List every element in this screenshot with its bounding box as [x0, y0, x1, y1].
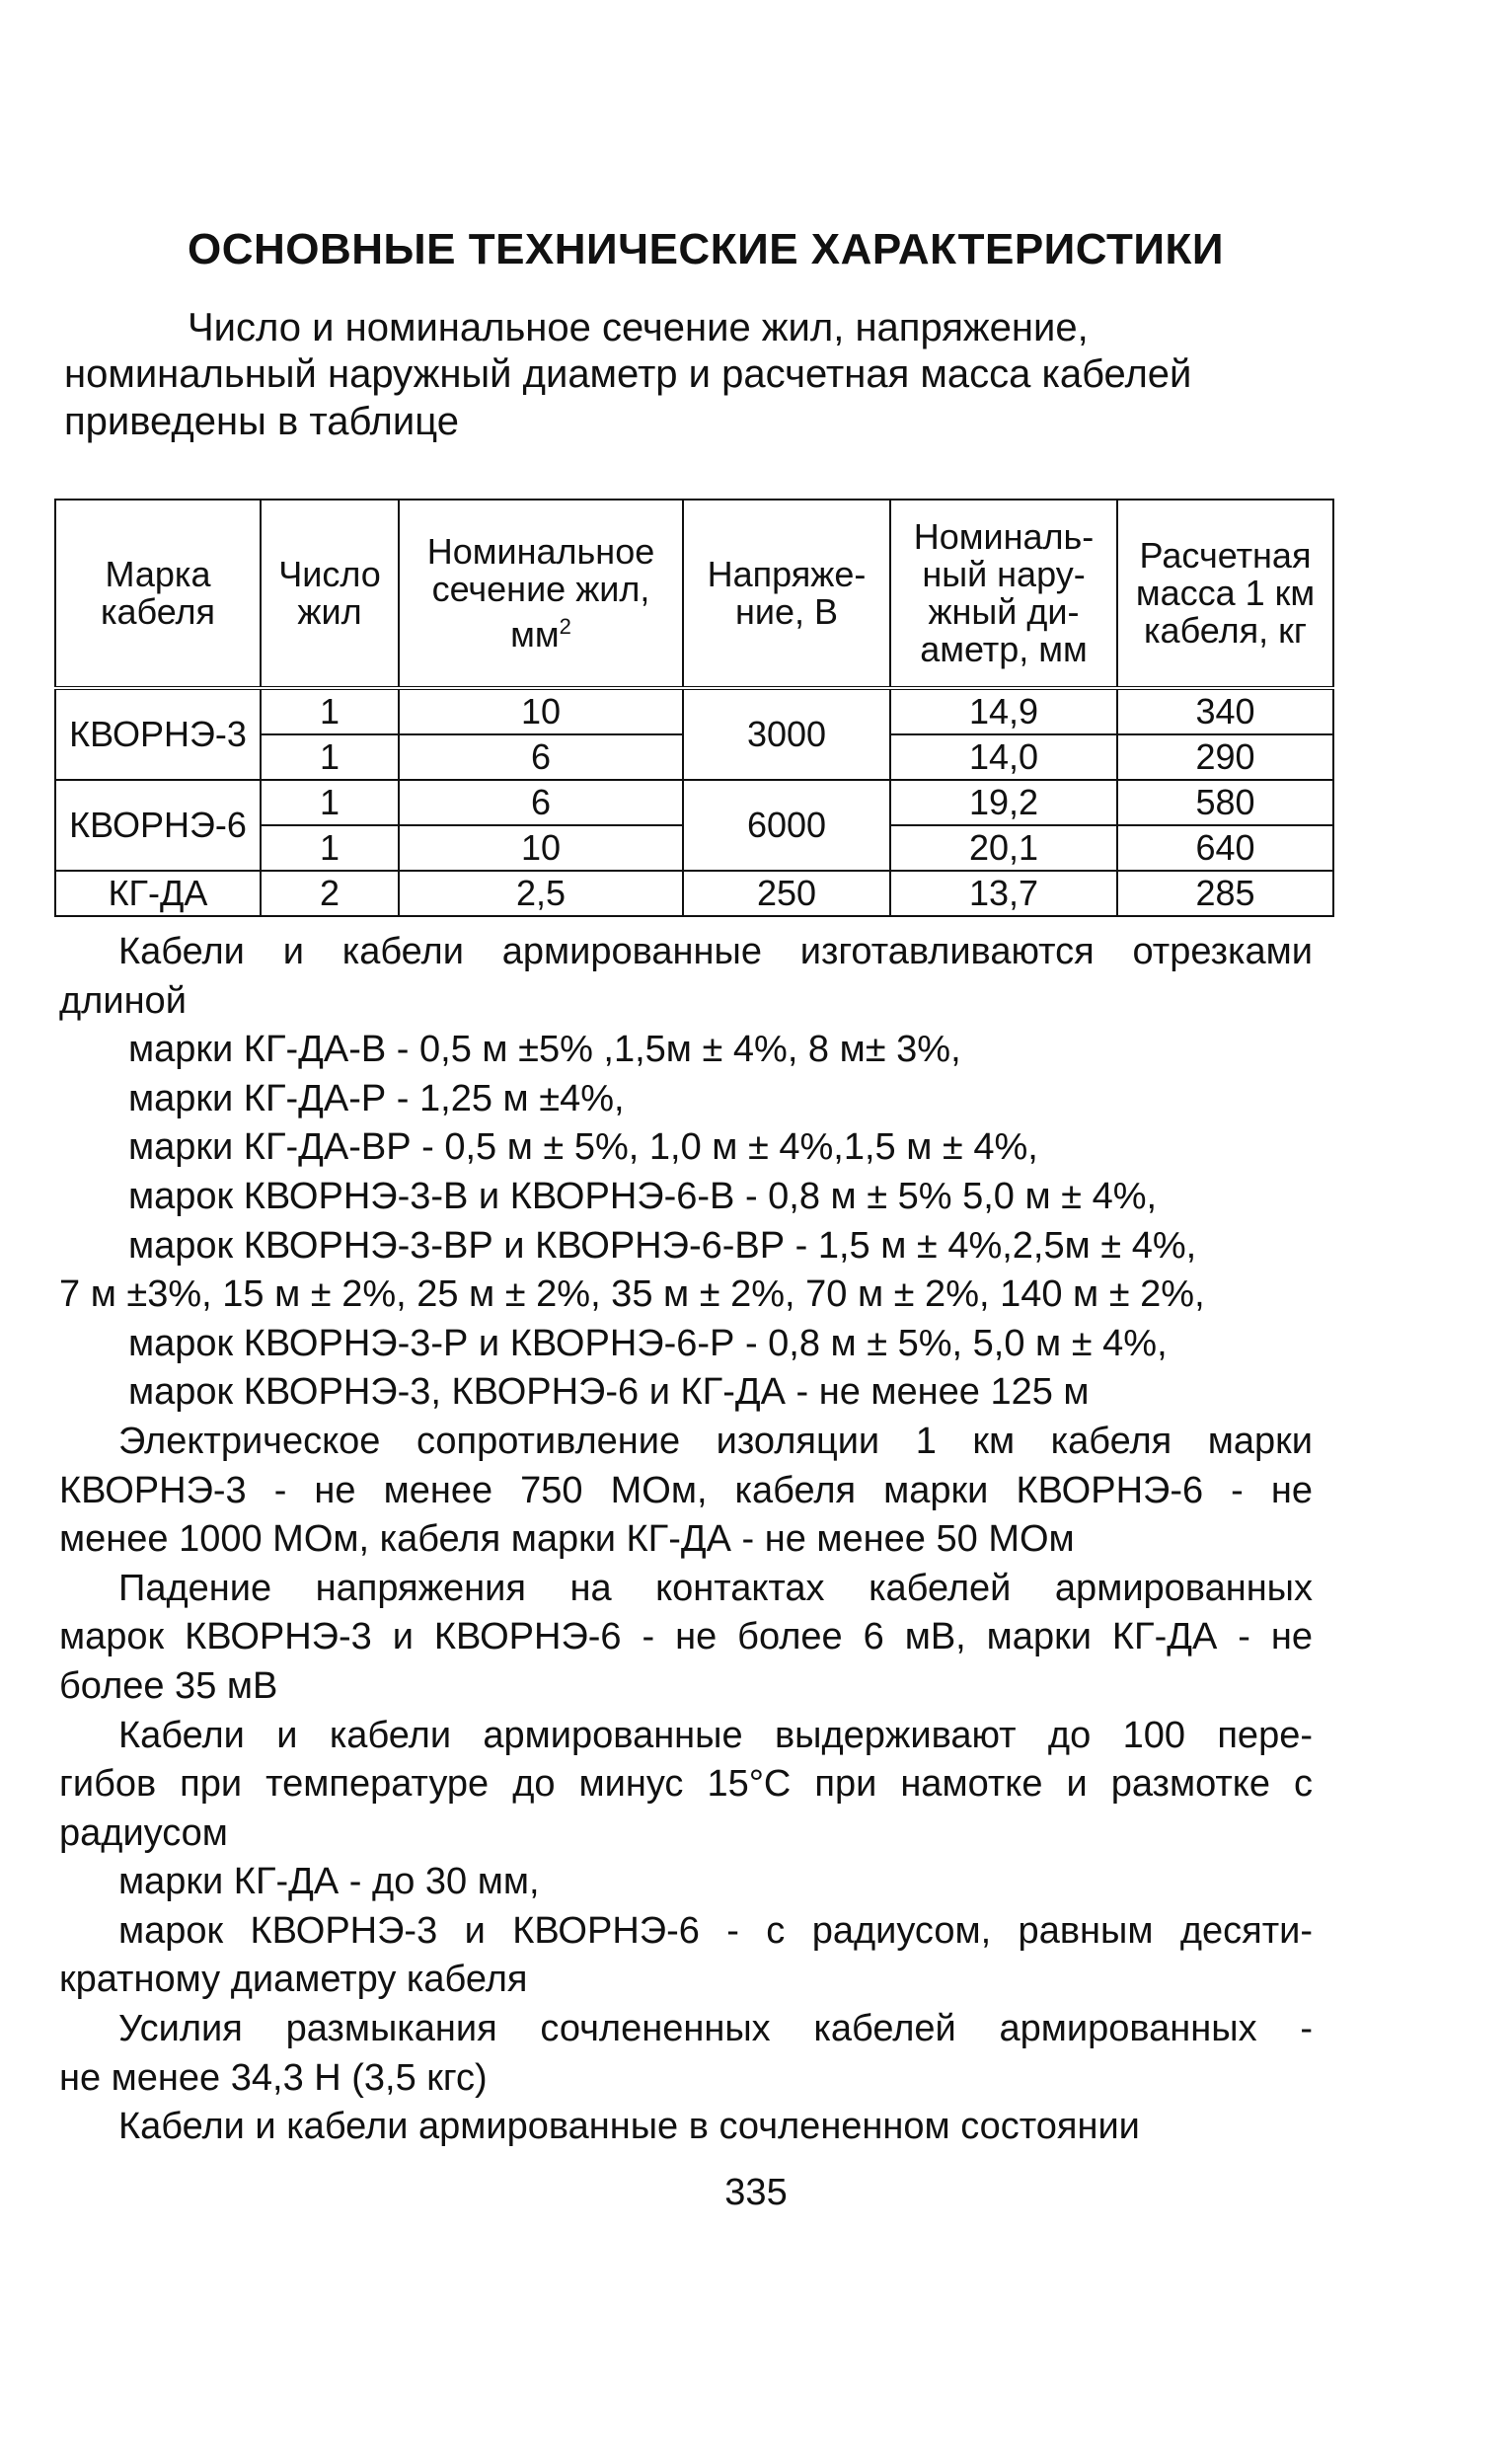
- cell-mass: 290: [1117, 734, 1333, 780]
- text-line: Падение напряжения на контактах кабелей армированных: [118, 1567, 1313, 1609]
- text-line: Усилия размыкания сочлененных кабелей армированных -: [118, 2008, 1313, 2050]
- cell-mass: 580: [1117, 780, 1333, 825]
- page-title: ОСНОВНЫЕ ТЕХНИЧЕСКИЕ ХАРАКТЕРИСТИКИ: [188, 225, 1224, 273]
- body-text: [59, 928, 1313, 2152]
- text-line: марок КВОРНЭ-3-В и КВОРНЭ-6-В - 0,8 м ± 5% 5,0 м ± 4%,: [128, 1175, 1158, 1217]
- table-row: [55, 871, 1333, 916]
- intro-line-3: приведены в таблице: [64, 400, 459, 443]
- text-line: Электрическое сопротивление изоляции 1 км кабеля марки: [118, 1420, 1313, 1462]
- header-section-label: Номинальное сечение жил, мм: [426, 531, 655, 654]
- text-line: 7 м ±3%, 15 м ± 2%, 25 м ± 2%, 35 м ± 2%, 70 м ± 2%, 140 м ± 2%,: [59, 1273, 1205, 1316]
- cell-voltage: 250: [683, 871, 890, 916]
- header-section-superscript: 2: [559, 614, 571, 639]
- header-cores: Число жил: [261, 500, 399, 688]
- cell-voltage: 6000: [683, 780, 890, 871]
- specs-table: [54, 499, 1334, 917]
- cell-cores: 1: [261, 688, 399, 734]
- text-line: Кабели и кабели армированные изготавливаются отрезками: [118, 931, 1313, 972]
- cell-cores: 1: [261, 780, 399, 825]
- cell-mass: 285: [1117, 871, 1333, 916]
- cell-cores: 1: [261, 734, 399, 780]
- table-row: [55, 780, 1333, 825]
- text-line: не менее 34,3 Н (3,5 кгс): [59, 2056, 488, 2099]
- text-line: марок КВОРНЭ-3 и КВОРНЭ-6 - с радиусом, равным десяти-: [118, 1909, 1313, 1952]
- text-line: марок КВОРНЭ-3-Р и КВОРНЭ-6-Р - 0,8 м ± 5%, 5,0 м ± 4%,: [128, 1322, 1168, 1364]
- cell-cores: 2: [261, 871, 399, 916]
- header-section: [399, 500, 683, 688]
- cell-brand: КГ-ДА: [55, 871, 261, 916]
- text-line: радиусом: [59, 1811, 228, 1854]
- cell-section: 6: [399, 780, 683, 825]
- cell-cores: 1: [261, 825, 399, 871]
- table-row: [55, 688, 1333, 734]
- text-line: марок КВОРНЭ-3-ВР и КВОРНЭ-6-ВР - 1,5 м ± 4%,2,5м ± 4%,: [128, 1224, 1197, 1267]
- cell-mass: 340: [1117, 688, 1333, 734]
- cell-section: 2,5: [399, 871, 683, 916]
- table-header-row: [55, 500, 1333, 688]
- text-line: КВОРНЭ-3 - не менее 750 МОм, кабеля марки КВОРНЭ-6 - не: [59, 1469, 1313, 1511]
- cell-brand: КВОРНЭ-3: [55, 688, 261, 780]
- text-line: гибов при температуре до минус 15°С при намотке и размотке с: [59, 1763, 1313, 1806]
- cell-diameter: 13,7: [890, 871, 1117, 916]
- cell-diameter: 14,0: [890, 734, 1117, 780]
- cell-section: 10: [399, 688, 683, 734]
- text-line: Кабели и кабели армированные в сочлененном состоянии: [118, 2106, 1140, 2148]
- cell-voltage: 3000: [683, 688, 890, 780]
- text-line: марки КГ-ДА-Р - 1,25 м ±4%,: [128, 1077, 625, 1119]
- intro-line-2: номинальный наружный диаметр и расчетная масса кабелей: [64, 352, 1192, 396]
- cell-section: 10: [399, 825, 683, 871]
- page-number: 335: [724, 2172, 788, 2213]
- header-voltage: Напряже-ние, В: [683, 500, 890, 688]
- header-brand: Марка кабеля: [55, 500, 261, 688]
- cell-diameter: 20,1: [890, 825, 1117, 871]
- text-line: длиной: [59, 979, 187, 1022]
- cell-mass: 640: [1117, 825, 1333, 871]
- header-mass: Расчетная масса 1 км кабеля, кг: [1117, 500, 1333, 688]
- text-line: кратному диаметру кабеля: [59, 1959, 528, 2001]
- text-line: менее 1000 МОм, кабеля марки КГ-ДА - не менее 50 МОм: [59, 1518, 1075, 1561]
- cell-section: 6: [399, 734, 683, 780]
- intro-line-1: Число и номинальное сечение жил, напряжение,: [188, 306, 1089, 349]
- text-line: марки КГ-ДА - до 30 мм,: [118, 1861, 540, 1903]
- cell-diameter: 19,2: [890, 780, 1117, 825]
- text-line: более 35 мВ: [59, 1664, 278, 1707]
- cell-diameter: 14,9: [890, 688, 1117, 734]
- text-line: марки КГ-ДА-ВР - 0,5 м ± 5%, 1,0 м ± 4%,1,5 м ± 4%,: [128, 1126, 1038, 1169]
- text-line: марки КГ-ДА-В - 0,5 м ±5% ,1,5м ± 4%, 8 м± 3%,: [128, 1029, 961, 1071]
- cell-brand: КВОРНЭ-6: [55, 780, 261, 871]
- header-diameter: Номиналь-ный нару-жный ди-аметр, мм: [890, 500, 1117, 688]
- text-line: марок КВОРНЭ-3, КВОРНЭ-6 и КГ-ДА - не менее 125 м: [128, 1371, 1090, 1414]
- text-line: Кабели и кабели армированные выдерживают до 100 пере-: [118, 1714, 1313, 1756]
- text-line: марок КВОРНЭ-3 и КВОРНЭ-6 - не более 6 мВ, марки КГ-ДА - не: [59, 1616, 1313, 1658]
